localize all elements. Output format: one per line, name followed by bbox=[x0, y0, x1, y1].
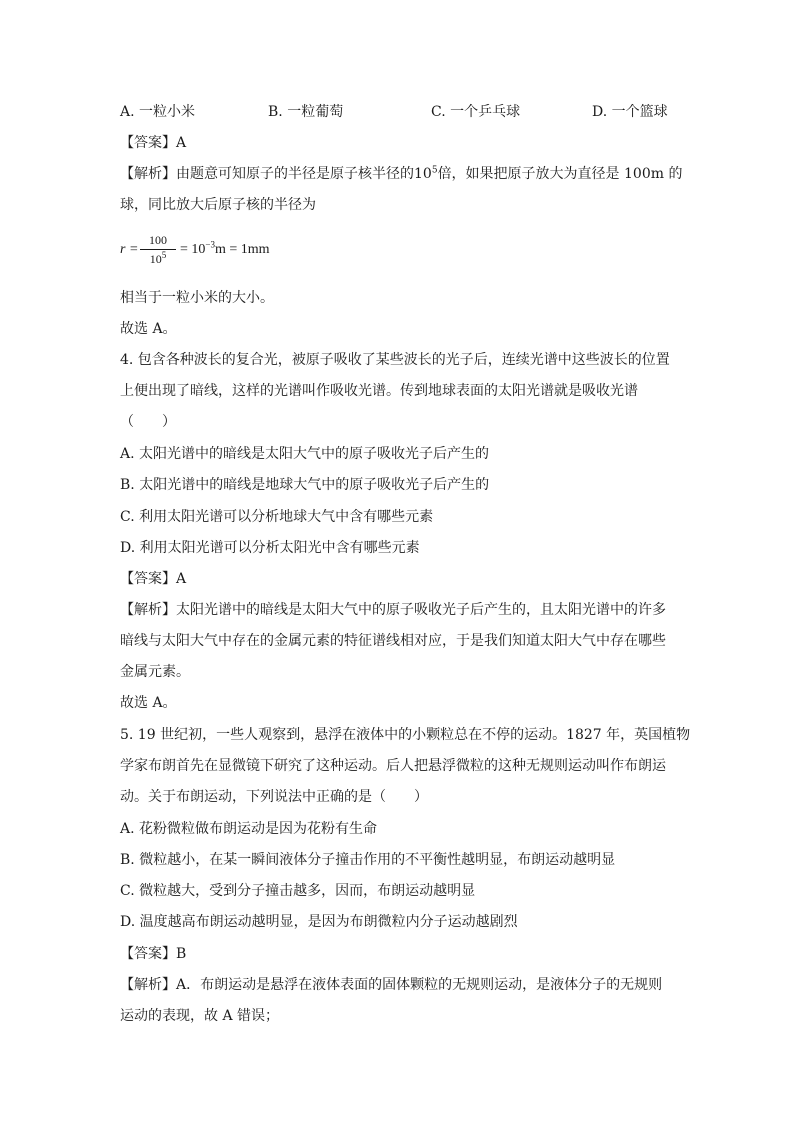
q5-analysis-line-2: 运动的表现，故 A 错误； bbox=[120, 1008, 280, 1024]
formula-mid: = 10 bbox=[180, 242, 206, 257]
q4-option-d: D. 利用太阳光谱可以分析太阳光中含有哪些元素 bbox=[120, 540, 420, 556]
q3-analysis-line-3: 相当于一粒小米的大小。 bbox=[120, 290, 274, 306]
q4-answer: 【答案】A bbox=[120, 571, 187, 587]
q3-analysis-text-post: 倍，如果把原子放大为直径是 100m 的 bbox=[437, 166, 683, 182]
q4-option-a: A. 太阳光谱中的暗线是太阳大气中的原子吸收光子后产生的 bbox=[120, 446, 490, 462]
q5-option-a: A. 花粉微粒做布朗运动是因为花粉有生命 bbox=[120, 821, 378, 837]
q5-option-c: C. 微粒越大，受到分子撞击越多，因而，布朗运动越明显 bbox=[120, 883, 476, 899]
q4-stem-line-2: 上便出现了暗线，这样的光谱叫作吸收光谱。传到地球表面的太阳光谱就是吸收光谱 bbox=[120, 383, 638, 399]
q3-option-c: C. 一个乒乓球 bbox=[431, 104, 521, 120]
q3-option-b: B. 一粒葡萄 bbox=[268, 104, 344, 120]
formula-numerator: 100 bbox=[149, 233, 167, 247]
q3-analysis-exponent: 5 bbox=[431, 165, 438, 176]
q3-analysis-line-1 bbox=[120, 164, 682, 184]
q3-option-d: D. 一个篮球 bbox=[592, 104, 668, 120]
q5-answer: 【答案】B bbox=[120, 946, 187, 962]
q4-stem-line-1: 4. 包含各种波长的复合光，被原子吸收了某些波长的光子后，连续光谱中这些波长的位置 bbox=[120, 352, 670, 368]
q4-conclusion: 故选 A。 bbox=[120, 695, 177, 711]
formula-denominator: $10^5$ bbox=[149, 250, 167, 266]
q4-option-b: B. 太阳光谱中的暗线是地球大气中的原子吸收光子后产生的 bbox=[120, 477, 490, 493]
formula-rhs bbox=[180, 240, 270, 260]
q4-analysis-line-1: 【解析】太阳光谱中的暗线是太阳大气中的原子吸收光子后产生的，且太阳光谱中的许多 bbox=[120, 602, 666, 618]
q3-conclusion: 故选 A。 bbox=[120, 321, 177, 337]
q5-analysis-line-1: 【解析】A．布朗运动是悬浮在液体表面的固体颗粒的无规则运动，是液体分子的无规则 bbox=[120, 977, 663, 993]
q4-stem-line-3: （ ） bbox=[120, 414, 176, 430]
q3-analysis-text-pre: 【解析】由题意可知原子的半径是原子核半径的10 bbox=[120, 166, 432, 182]
formula-fraction bbox=[140, 233, 176, 266]
q5-stem-line-2: 学家布朗首先在显微镜下研究了这种运动。后人把悬浮微粒的这种无规则运动叫作布朗运 bbox=[120, 758, 666, 774]
q5-option-b: B. 微粒越小，在某一瞬间液体分子撞击作用的不平衡性越明显，布朗运动越明显 bbox=[120, 852, 616, 868]
q4-option-c: C. 利用太阳光谱可以分析地球大气中含有哪些元素 bbox=[120, 509, 434, 525]
q3-analysis-line-2: 球，同比放大后原子核的半径为 bbox=[120, 197, 316, 213]
q4-analysis-line-2: 暗线与太阳大气中存在的金属元素的特征谱线相对应，于是我们知道太阳大气中存在哪些 bbox=[120, 633, 666, 649]
formula-result: m = 1mm bbox=[214, 242, 270, 257]
formula-fraction-bar bbox=[140, 249, 176, 250]
q4-analysis-line-3: 金属元素。 bbox=[120, 664, 190, 680]
q5-option-d: D. 温度越高布朗运动越明显，是因为布朗微粒内分子运动越剧烈 bbox=[120, 914, 518, 930]
q5-stem-line-1: 5. 19 世纪初，一些人观察到，悬浮在液体中的小颗粒总在不停的运动。1827 年，英国植物 bbox=[120, 727, 691, 743]
q5-stem-line-3: 动。关于布朗运动，下列说法中正确的是（ ） bbox=[120, 789, 428, 805]
formula-lhs: r = bbox=[120, 242, 139, 257]
q3-option-a: A. 一粒小米 bbox=[120, 104, 196, 120]
q3-answer: 【答案】A bbox=[120, 135, 187, 151]
formula-mid-exponent: −3 bbox=[205, 239, 215, 250]
